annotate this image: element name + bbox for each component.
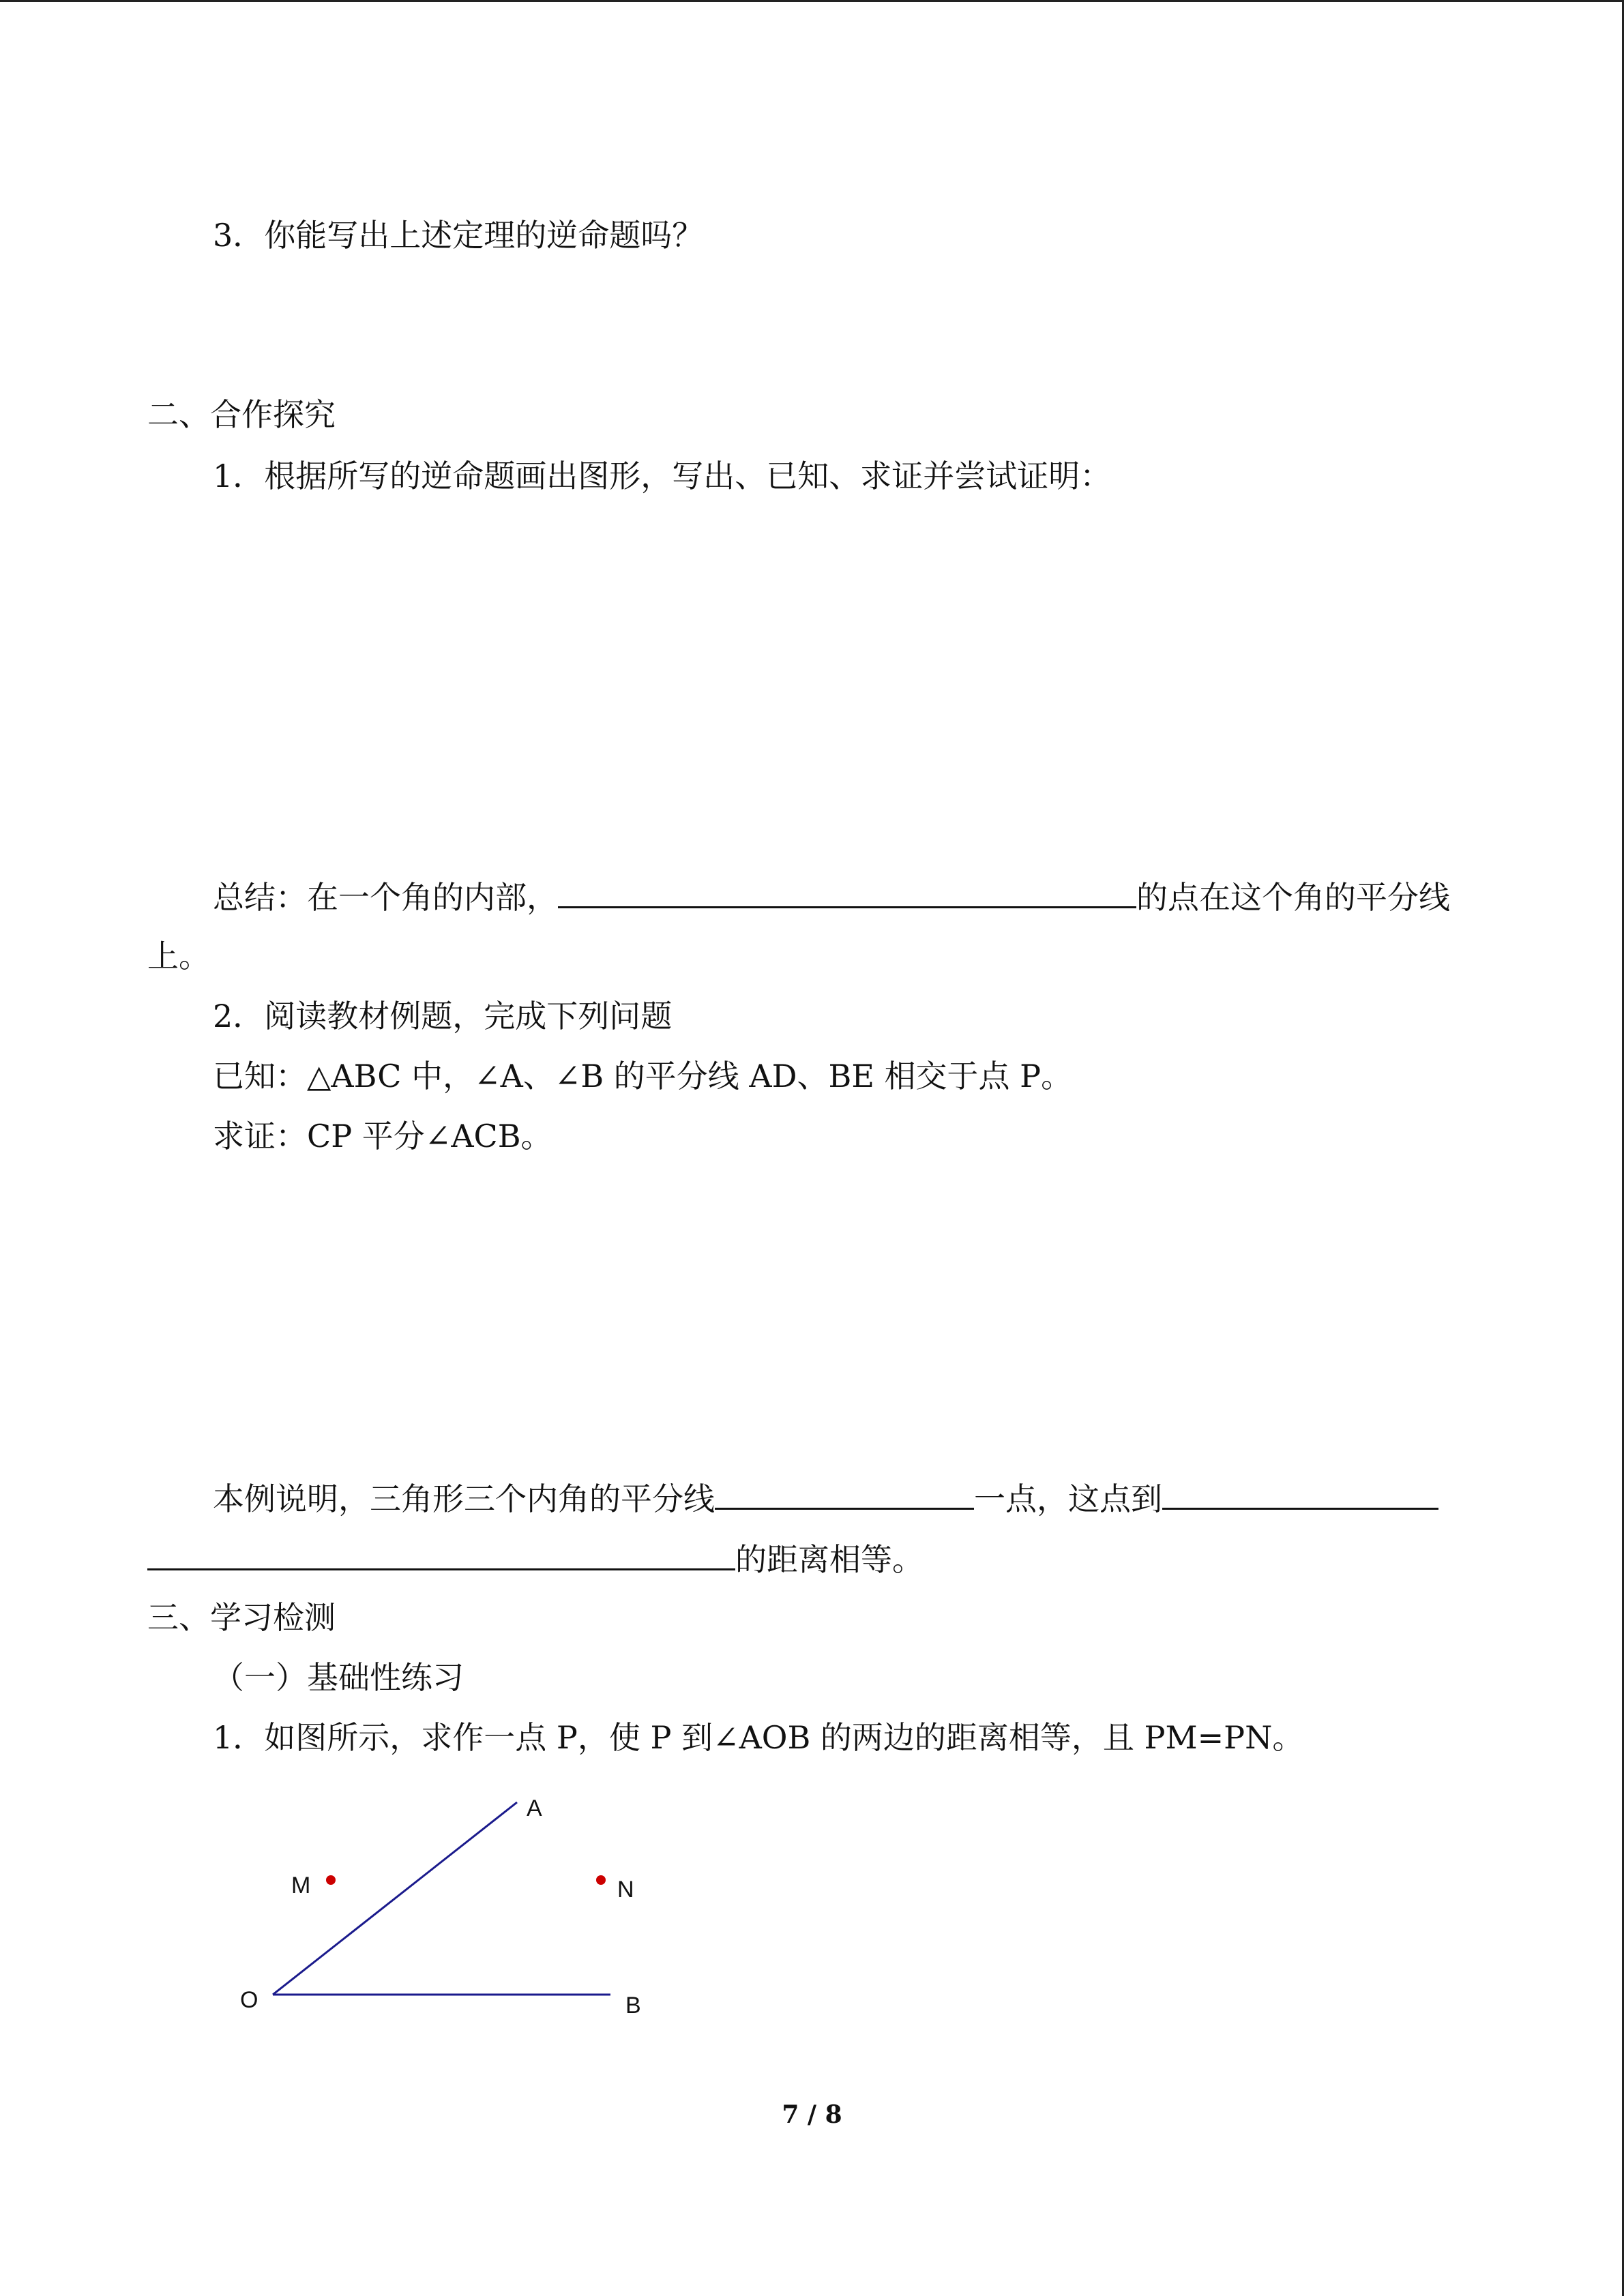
section-3-title: 三、学习检测: [147, 1599, 336, 1636]
label-o: O: [240, 1987, 259, 2013]
summary-suffix: 的点在这个角的平分线: [1136, 879, 1450, 916]
point-m: [326, 1875, 336, 1885]
section-2-title: 二、合作探究: [147, 396, 336, 433]
subsection-1-title: （一）基础性练习: [213, 1659, 464, 1696]
prove-statement: 求证：CP 平分∠ACB。: [213, 1118, 552, 1154]
exercise-1: 1．如图所示，求作一点 P，使 P 到∠AOB 的两边的距离相等，且 PM=PN。: [213, 1719, 1304, 1756]
page-number: 7 / 8: [782, 2100, 842, 2129]
label-m: M: [291, 1873, 311, 1898]
label-b: B: [625, 1993, 641, 2018]
summary-continuation: 上。: [147, 938, 210, 974]
example-mid: 一点，这点到: [974, 1480, 1162, 1517]
question-3: 3．你能写出上述定理的逆命题吗？: [213, 217, 704, 254]
label-a: A: [527, 1795, 542, 1821]
example-suffix: 的距离相等。: [735, 1541, 924, 1578]
label-n: N: [617, 1877, 634, 1903]
ray-oa: [273, 1802, 517, 1995]
section-2-item-2: 2．阅读教材例题，完成下列问题: [213, 998, 673, 1034]
example-prefix: 本例说明，三角形三个内角的平分线: [213, 1480, 715, 1517]
point-n: [596, 1875, 606, 1885]
summary-prefix: 总结：在一个角的内部，: [213, 879, 558, 916]
given-statement: 已知：△ABC 中，∠A、∠B 的平分线 AD、BE 相交于点 P。: [213, 1058, 1073, 1094]
section-2-item-1: 1．根据所写的逆命题画出图形，写出、已知、求证并尝试证明：: [213, 458, 1112, 494]
